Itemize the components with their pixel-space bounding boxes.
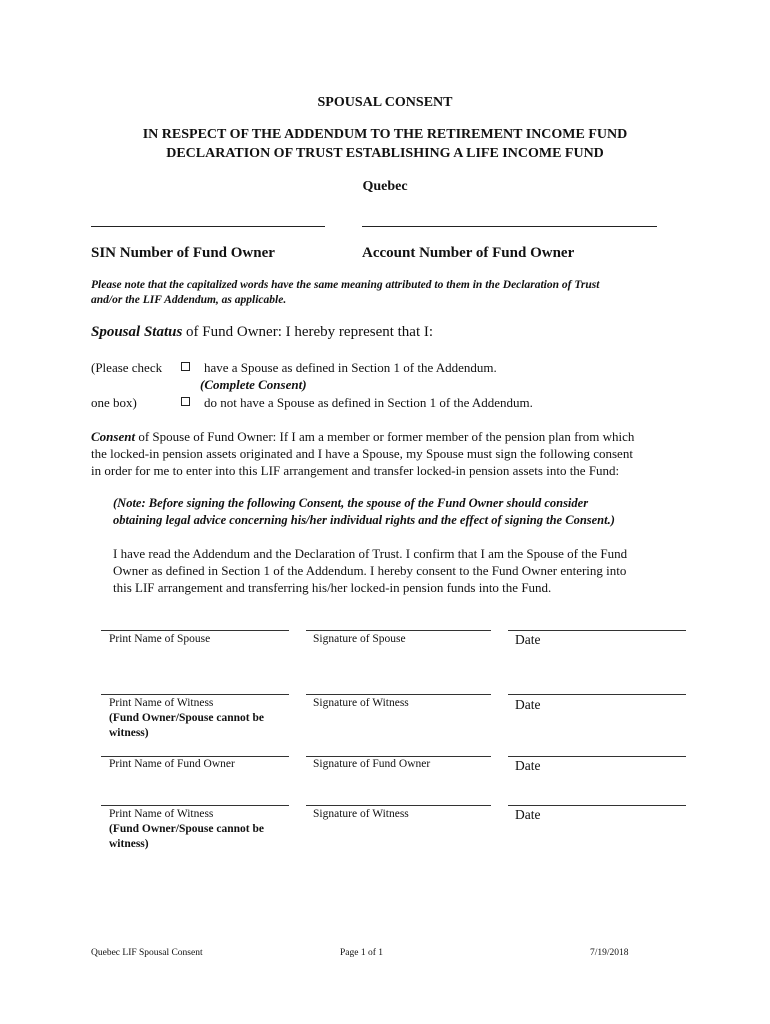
witness1-signature-line[interactable] bbox=[306, 694, 491, 695]
witness1-name-block bbox=[109, 696, 264, 741]
footer-page-number: Page 1 of 1 bbox=[340, 948, 384, 958]
consent-heading: Consent bbox=[91, 429, 136, 444]
footer-document-name: Quebec LIF Spousal Consent bbox=[91, 948, 203, 958]
spouse-consent-statement bbox=[113, 545, 693, 596]
witness2-name-label: Print Name of Witness bbox=[109, 808, 214, 820]
witness2-name-block bbox=[109, 807, 264, 852]
account-number-input-line[interactable] bbox=[362, 226, 657, 227]
account-number-label: Account Number of Fund Owner bbox=[362, 245, 575, 261]
legal-advice-note-line1: (Note: Before signing the following Consent, the spouse of the Fund Owner should consider bbox=[113, 496, 589, 510]
has-spouse-checkbox[interactable] bbox=[181, 362, 190, 371]
has-spouse-option-label: have a Spouse as defined in Section 1 of the Addendum. bbox=[204, 360, 497, 375]
spouse-date-label: Date bbox=[515, 632, 541, 647]
spousal-status-text: of Fund Owner: I hereby represent that I: bbox=[182, 324, 434, 340]
document-subtitle-line2: DECLARATION OF TRUST ESTABLISHING A LIFE INCOME FUND bbox=[166, 146, 604, 161]
check-instruction-line1: (Please check bbox=[91, 360, 163, 375]
complete-consent-note: (Complete Consent) bbox=[200, 377, 307, 392]
witness1-date-label: Date bbox=[515, 697, 541, 712]
consent-line3: in order for me to enter into this LIF arrangement and transfer locked-in pension assets into the Fund: bbox=[91, 463, 620, 478]
fund-owner-name-label: Print Name of Fund Owner bbox=[109, 758, 235, 770]
check-instruction-line2: one box) bbox=[91, 395, 137, 410]
spouse-date-line[interactable] bbox=[508, 630, 686, 631]
fund-owner-date-label: Date bbox=[515, 758, 541, 773]
capitalized-note-line2: and/or the LIF Addendum, as applicable. bbox=[91, 294, 287, 306]
witness1-name-label: Print Name of Witness bbox=[109, 697, 214, 709]
witness2-signature-line[interactable] bbox=[306, 805, 491, 806]
document-subtitle-line1: IN RESPECT OF THE ADDENDUM TO THE RETIREMENT INCOME FUND bbox=[142, 127, 628, 142]
capitalized-note-line1: Please note that the capitalized words have the same meaning attributed to them in the Declaration of Trust bbox=[91, 279, 600, 291]
footer-date: 7/19/2018 bbox=[590, 948, 629, 958]
no-spouse-option-label: do not have a Spouse as defined in Section 1 of the Addendum. bbox=[204, 395, 533, 410]
witness2-name-line[interactable] bbox=[101, 805, 289, 806]
spousal-status-heading: Spousal Status bbox=[91, 324, 183, 340]
legal-advice-note-line2: obtaining legal advice concerning his/her individual rights and the effect of signing the Consent.) bbox=[113, 513, 615, 527]
witness1-restriction-line1: (Fund Owner/Spouse cannot be bbox=[109, 712, 264, 724]
spouse-name-line[interactable] bbox=[101, 630, 289, 631]
witness1-restriction-line2: witness) bbox=[109, 727, 149, 739]
legal-advice-note bbox=[113, 495, 693, 529]
witness2-restriction-line1: (Fund Owner/Spouse cannot be bbox=[109, 823, 264, 835]
statement-line2: Owner as defined in Section 1 of the Addendum. I hereby consent to the Fund Owner entering into bbox=[113, 563, 627, 578]
witness1-date-line[interactable] bbox=[508, 694, 686, 695]
witness1-name-line[interactable] bbox=[101, 694, 289, 695]
witness2-date-line[interactable] bbox=[508, 805, 686, 806]
sin-input-line[interactable] bbox=[91, 226, 325, 227]
witness2-signature-label: Signature of Witness bbox=[313, 808, 409, 820]
document-title: SPOUSAL CONSENT bbox=[317, 95, 453, 110]
witness1-signature-label: Signature of Witness bbox=[313, 697, 409, 709]
consent-line1 bbox=[91, 428, 691, 445]
witness2-date-label: Date bbox=[515, 807, 541, 822]
fund-owner-signature-label: Signature of Fund Owner bbox=[313, 758, 431, 770]
sin-label: SIN Number of Fund Owner bbox=[91, 245, 275, 261]
spouse-name-label: Print Name of Spouse bbox=[109, 633, 211, 645]
spouse-signature-label: Signature of Spouse bbox=[313, 633, 406, 645]
province-label: Quebec bbox=[362, 179, 408, 194]
capitalized-words-note bbox=[91, 278, 691, 308]
spouse-signature-line[interactable] bbox=[306, 630, 491, 631]
witness2-restriction-line2: witness) bbox=[109, 838, 149, 850]
statement-line1: I have read the Addendum and the Declaration of Trust. I confirm that I am the Spouse of the Fund bbox=[113, 546, 628, 561]
consent-paragraph bbox=[91, 428, 691, 479]
fund-owner-date-line[interactable] bbox=[508, 756, 686, 757]
spousal-status-line bbox=[91, 324, 433, 341]
consent-line1-text: of Spouse of Fund Owner: If I am a member or former member of the pension plan from which bbox=[135, 429, 635, 444]
statement-line3: this LIF arrangement and transferring his/her locked-in pension funds into the Fund. bbox=[113, 580, 552, 595]
consent-line2: the locked-in pension assets originated and I have a Spouse, my Spouse must sign the following consent bbox=[91, 446, 633, 461]
no-spouse-checkbox[interactable] bbox=[181, 397, 190, 406]
